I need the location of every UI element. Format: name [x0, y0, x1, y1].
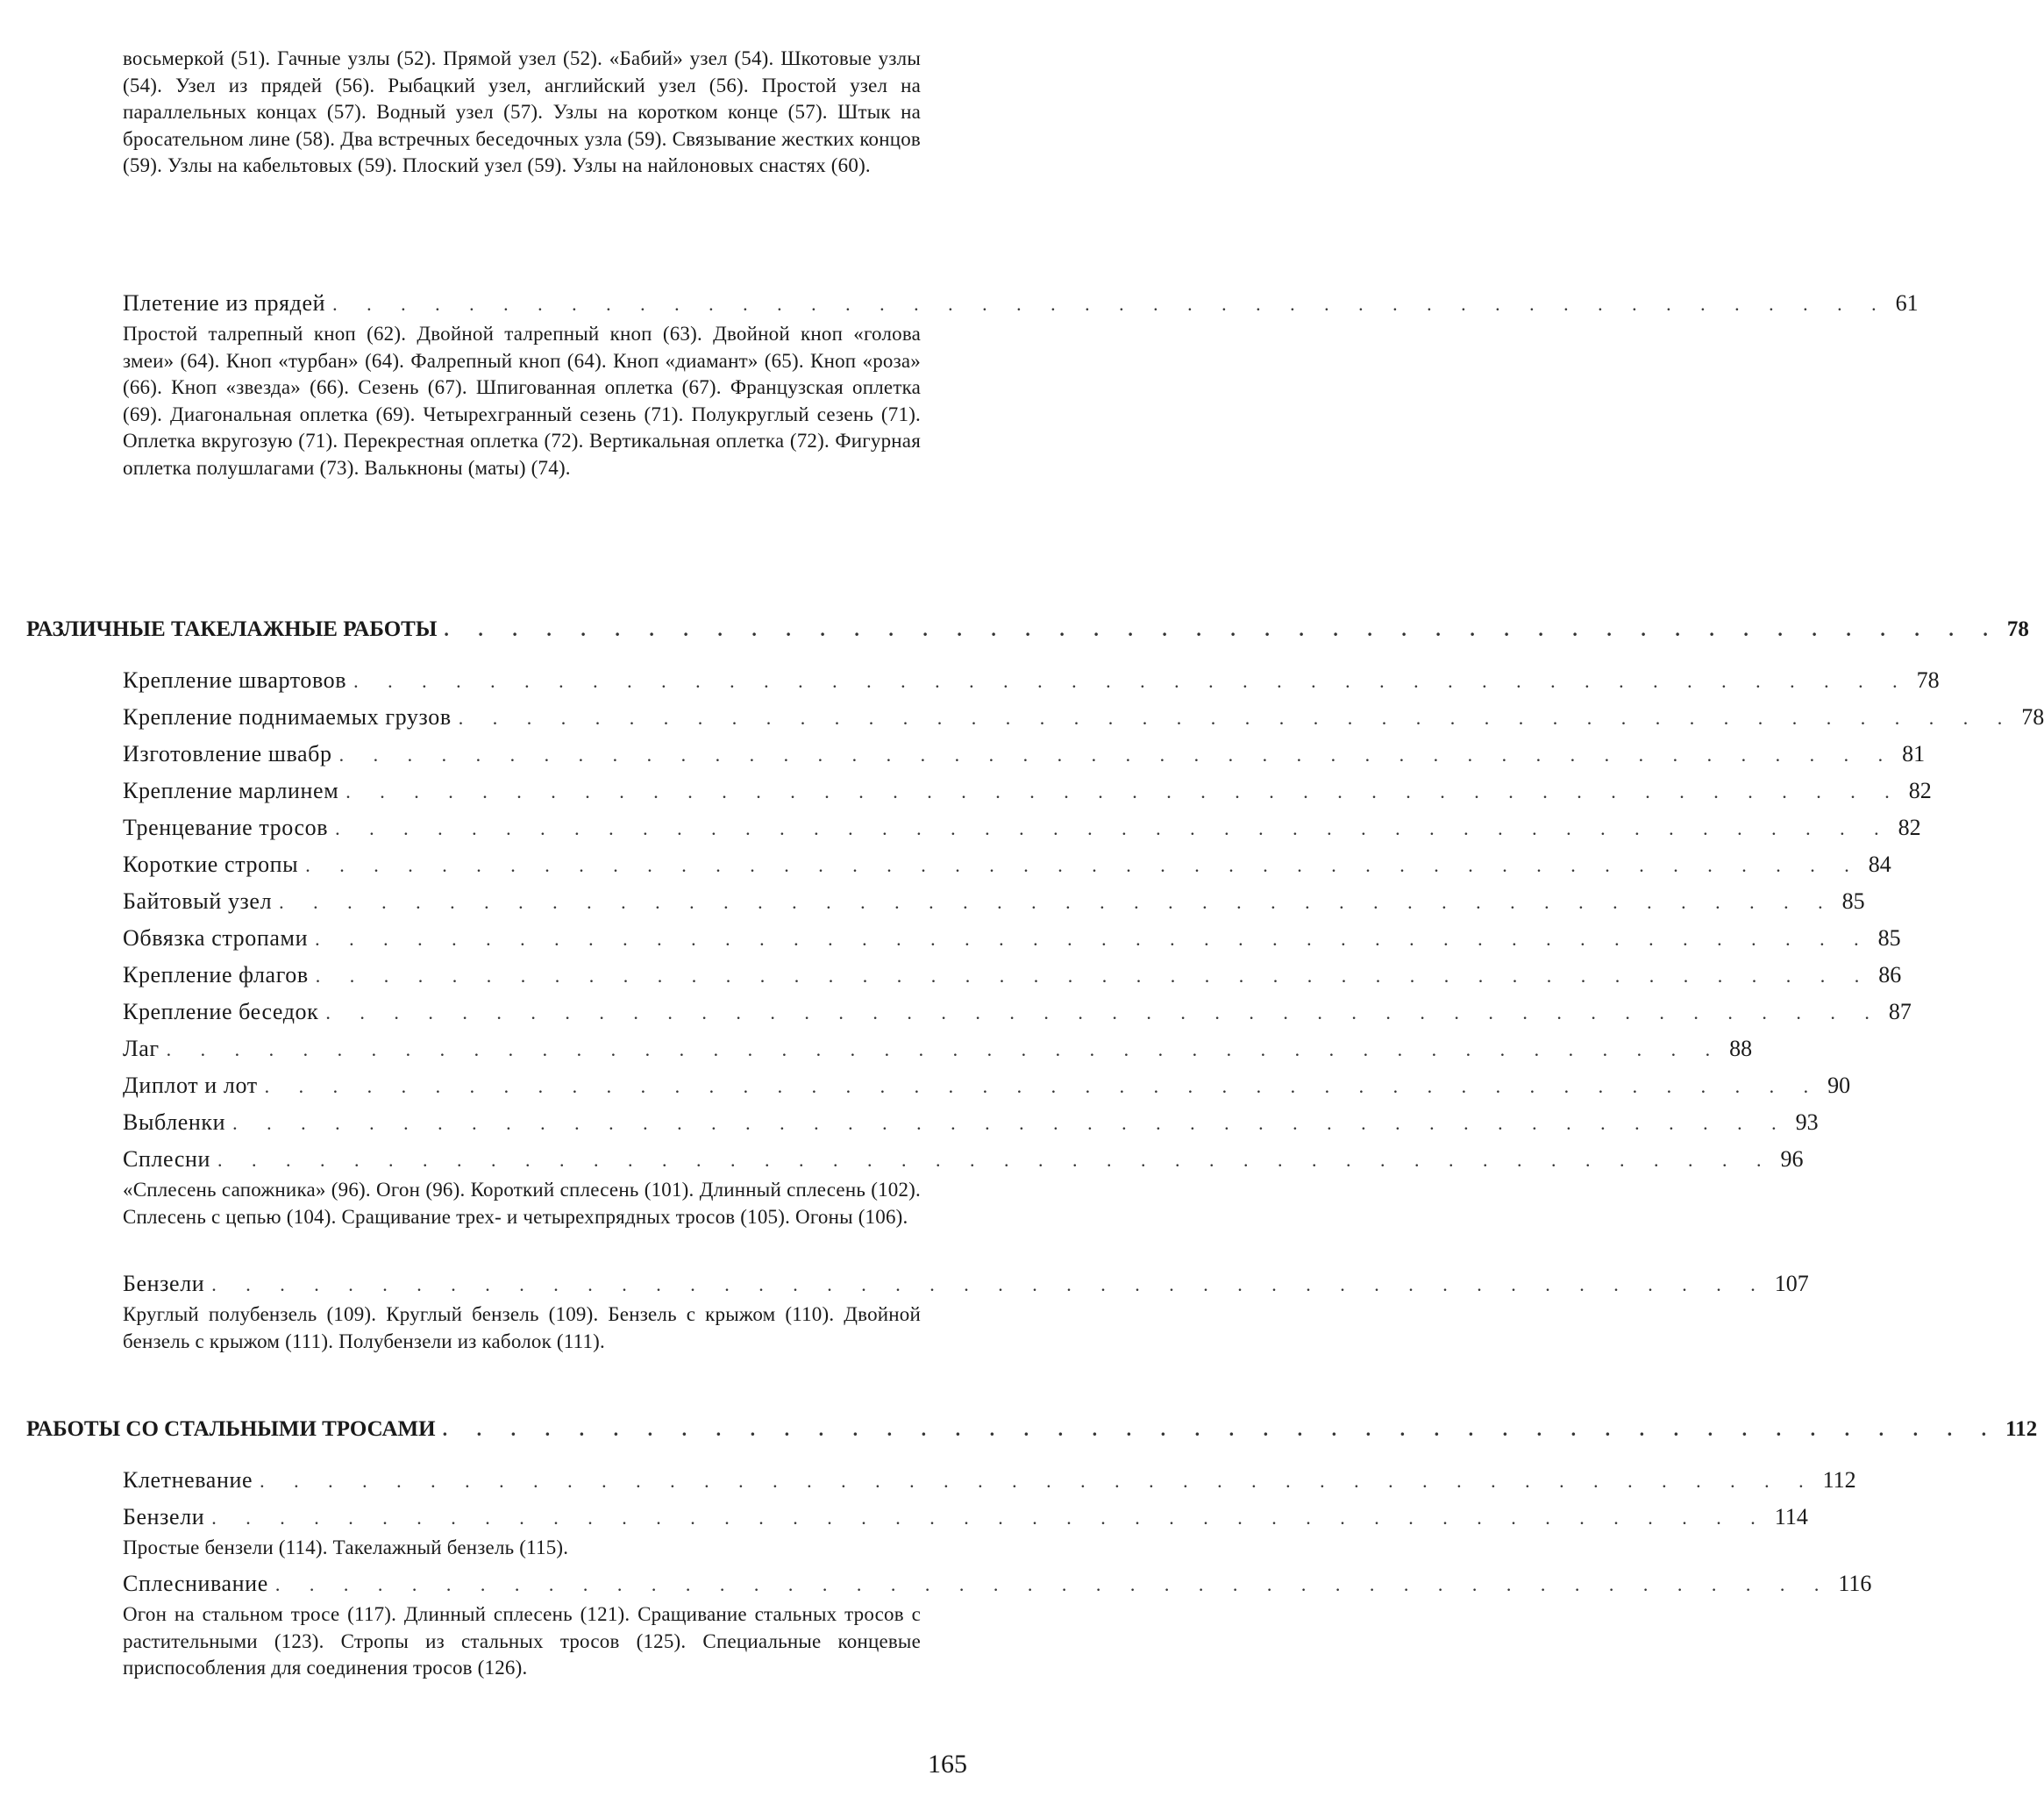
entry-page: 114: [1774, 1504, 1808, 1529]
dot-leader: . . . . . . . . . . . . . . . . . . . . . . . . . . . . . . . . . . . . . . . . . . . . . .: [232, 1112, 1789, 1134]
dot-leader: . . . . . . . . . . . . . . . . . . . . . . . . . . . . . . . . . . . . . . . . . . . . . .: [315, 965, 1872, 987]
entry-title: Изготовление швабр: [123, 741, 332, 766]
dot-leader: . . . . . . . . . . . . . . . . . . . . . . . . . . . . . . . . . . . . . . . . . . . . . .: [315, 928, 1871, 950]
toc-entry-e16: [123, 1466, 1856, 1495]
toc-entry-e2: [123, 703, 2044, 732]
entry-title: Обвязка стропами: [123, 925, 309, 951]
entry-page: 90: [1827, 1073, 1851, 1098]
toc-entry-e14: [123, 1145, 1804, 1174]
toc-entry-e6: [123, 851, 1891, 880]
toc-entry-e4: [123, 777, 1932, 806]
dot-leader: . . . . . . . . . . . . . . . . . . . . . . . . . . . . . . . . . . . . . . . . . . . . . .: [260, 1470, 1816, 1492]
toc-entry-e1: [123, 667, 1940, 695]
entry-page: 88: [1729, 1036, 1753, 1061]
entry-title: Бензели: [123, 1504, 205, 1529]
section-page: 112: [2005, 1417, 2038, 1441]
entry-page: 107: [1774, 1271, 1809, 1296]
dot-leader: . . . . . . . . . . . . . . . . . . . . . . . . . . . . . . . . . . . . . . . . . . . . . .: [279, 891, 1835, 913]
dot-leader: . . . . . . . . . . . . . . . . . . . . . . . . . . . . . . . . . . . . . . . . . . . . . .: [274, 1573, 1832, 1595]
paragraph-seizings: Круглый полубензель (109). Круглый бензель (109). Бензель с крыжом (110). Двойной бензель с крыжом (111). Полубензели из каболок (111).: [123, 1303, 921, 1352]
entry-page: 82: [1898, 815, 1921, 840]
entry-title: Крепление марлинем: [123, 778, 339, 803]
entry-page: 116: [1838, 1571, 1872, 1596]
page-number: 165: [928, 1750, 967, 1779]
dot-leader: . . . . . . . . . . . . . . . . . . . . . . . . . . . . . . . . . . . . . . . . . . . . . .: [442, 1418, 1999, 1440]
dot-leader: . . . . . . . . . . . . . . . . . . . . . . . . . . . . . . . . . . . . . . . . . . . . . .: [345, 781, 1902, 802]
toc-entry-e3: [123, 740, 1926, 769]
entry-title: Крепление швартовов: [123, 667, 347, 693]
entry-page: 61: [1895, 290, 1919, 316]
paragraph-steel-seizings: Простые бензели (114). Такелажный бензель (115).: [123, 1536, 569, 1558]
dot-leader: . . . . . . . . . . . . . . . . . . . . . . . . . . . . . . . . . . . . . . . . . . . . . .: [166, 1038, 1723, 1060]
toc-entry-e11: [123, 1035, 1753, 1064]
entry-title: Крепление беседок: [123, 999, 319, 1024]
toc-section-steel-ropes: [26, 1415, 2038, 1444]
paragraph-pletenie: Простой талрепный кноп (62). Двойной талрепный кноп (63). Двойной кноп «голова змеи» (64). Кноп «турбан» (64). Фалрепный кноп (64). Кноп «диамант» (65). Кноп «роза» (66). Кноп «звезда» (66). Сезень (67). Шпигованная оплетка (67). Французская оплетка (69). Диагональная оплетка (69). Четырехгранный сезень (71). Полукруглый сезень (71). Оплетка вкругозую (71). Перекрестная оплетка (72). Вертикальная оплетка (72). Фигурная оплетка полушлагами (73). Валькноны (маты) (74).: [123, 323, 921, 479]
entry-title: Сплесни: [123, 1146, 210, 1172]
dot-leader: . . . . . . . . . . . . . . . . . . . . . . . . . . . . . . . . . . . . . . . . . . . . . .: [217, 1149, 1774, 1171]
entry-title: Клетневание: [123, 1467, 253, 1493]
dot-leader: . . . . . . . . . . . . . . . . . . . . . . . . . . . . . . . . . . . . . . . . . . . . . .: [338, 744, 1896, 766]
entry-page: 87: [1888, 999, 1912, 1024]
toc-entry-e17: [123, 1503, 1808, 1532]
entry-title: Крепление флагов: [123, 962, 309, 987]
toc-entry-e12: [123, 1072, 1851, 1101]
toc-entry-e5: [123, 814, 1921, 843]
entry-title: Бензели: [123, 1271, 205, 1296]
toc-entry-e8: [123, 924, 1901, 953]
paragraph-splices: «Сплесень сапожника» (96). Огон (96). Короткий сплесень (101). Длинный сплесень (102). Сплесень с цепью (104). Сращивание трех- и четырехпрядных тросов (105). Огоны (106).: [123, 1179, 921, 1228]
entry-title: Крепление поднимаемых грузов: [123, 704, 452, 730]
toc-entry-pletenie: [123, 289, 1919, 318]
toc-entry-e18: [123, 1570, 1872, 1599]
entry-page: 85: [1877, 925, 1901, 951]
toc-entry-e9: [123, 961, 1902, 990]
entry-page: 85: [1841, 888, 1865, 914]
section-title: РАБОТЫ СО СТАЛЬНЫМИ ТРОСАМИ: [26, 1417, 436, 1441]
dot-leader: . . . . . . . . . . . . . . . . . . . . . . . . . . . . . . . . . . . . . . . . . . . . . .: [444, 618, 2000, 640]
dot-leader: . . . . . . . . . . . . . . . . . . . . . . . . . . . . . . . . . . . . . . . . . . . . . .: [211, 1507, 1768, 1529]
paragraph-steel-splicing: Огон на стальном тросе (117). Длинный сплесень (121). Сращивание стальных тросов с растительными (123). Стропы из стальных тросов (125). Специальные концевые приспособления для соединения тросов (126).: [123, 1603, 921, 1679]
entry-title: Выбленки: [123, 1109, 226, 1135]
dot-leader: . . . . . . . . . . . . . . . . . . . . . . . . . . . . . . . . . . . . . . . . . . . . . .: [335, 817, 1891, 839]
entry-title: Тренцевание тросов: [123, 815, 329, 840]
dot-leader: . . . . . . . . . . . . . . . . . . . . . . . . . . . . . . . . . . . . . . . . . . . . . .: [325, 1002, 1882, 1023]
dot-leader: . . . . . . . . . . . . . . . . . . . . . . . . . . . . . . . . . . . . . . . . . . . . . .: [264, 1075, 1821, 1097]
dot-leader: . . . . . . . . . . . . . . . . . . . . . . . . . . . . . . . . . . . . . . . . . . . . . .: [353, 670, 1910, 692]
entry-page: 78: [1916, 667, 1940, 693]
section-title: РАЗЛИЧНЫЕ ТАКЕЛАЖНЫЕ РАБОТЫ: [26, 617, 438, 641]
entry-page: 112: [1822, 1467, 1856, 1493]
section-page: 78: [2006, 617, 2029, 641]
dot-leader: . . . . . . . . . . . . . . . . . . . . . . . . . . . . . . . . . . . . . . . . . . . . . .: [305, 854, 1862, 876]
entry-title: Короткие стропы: [123, 852, 299, 877]
entry-title: Диплот и лот: [123, 1073, 258, 1098]
toc-entry-e10: [123, 998, 1912, 1027]
paragraph-knots: восьмеркой (51). Гачные узлы (52). Прямой узел (52). «Бабий» узел (54). Шкотовые узлы (54). Узел из прядей (56). Рыбацкий узел, английский узел (56). Простой узел на параллельных концах (57). Водный узел (57). Узлы на коротком конце (57). Штык на бросательном лине (58). Два встречных беседочных узла (59). Связывание жестких концов (59). Узлы на кабельтовых (59). Плоский узел (59). Узлы на найлоновых снастях (60).: [123, 47, 921, 176]
entry-title: Плетение из прядей: [123, 290, 326, 316]
entry-title: Сплеснивание: [123, 1571, 268, 1596]
dot-leader: . . . . . . . . . . . . . . . . . . . . . . . . . . . . . . . . . . . . . . . . . . . . . .: [332, 293, 1889, 315]
entry-page: 96: [1780, 1146, 1804, 1172]
toc-section-rigging: [26, 616, 2029, 644]
dot-leader: . . . . . . . . . . . . . . . . . . . . . . . . . . . . . . . . . . . . . . . . . . . . . .: [458, 707, 2015, 729]
entry-title: Байтовый узел: [123, 888, 273, 914]
entry-title: Лаг: [123, 1036, 160, 1061]
entry-page: 81: [1902, 741, 1926, 766]
toc-entry-e13: [123, 1109, 1819, 1137]
entry-page: 78: [2021, 704, 2044, 730]
entry-page: 93: [1795, 1109, 1819, 1135]
toc-entry-e15: [123, 1270, 1809, 1299]
entry-page: 84: [1868, 852, 1891, 877]
entry-page: 86: [1878, 962, 1902, 987]
dot-leader: . . . . . . . . . . . . . . . . . . . . . . . . . . . . . . . . . . . . . . . . . . . . . .: [211, 1273, 1768, 1295]
toc-entry-e7: [123, 888, 1865, 916]
entry-page: 82: [1908, 778, 1932, 803]
